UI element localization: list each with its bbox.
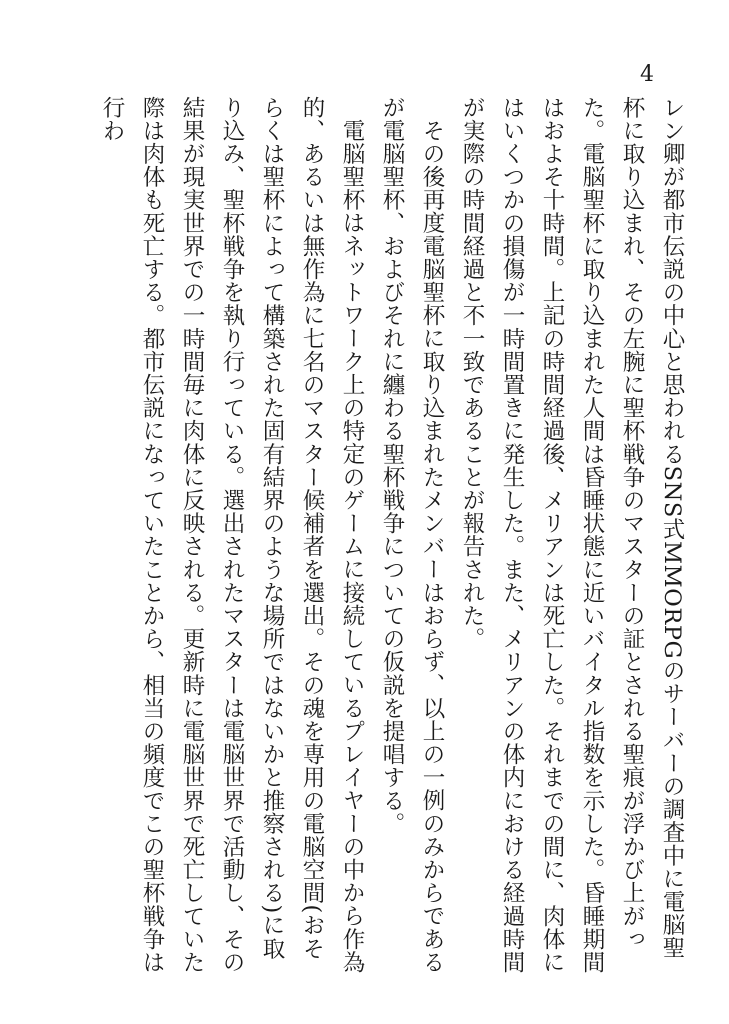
vertical-text-body — [99, 96, 692, 976]
page-number: 4 — [640, 62, 654, 87]
paragraph-1: レン卿が都市伝説の中心と思われるSNS式MMORPGのサーバーの調査中に電脳聖杯に取り込まれ、その左腕に聖杯戦争のマスターの証とされる聖痕が浮かび上がった。電脳聖杯に取り込まれた人間は昏睡状態に近いバイタル指数を示した。昏睡期間はおよそ十時間。上記の時間経過後、メリアンは死亡した。それまでの間に、肉体にはいくつかの損傷が一時間置きに発生した。また、メリアンの体内における経過時間が実際の時間経過と不一致であることが報告された。 — [459, 96, 685, 974]
paragraph-3: 電脳聖杯はネットワーク上の特定のゲームに接続しているプレイヤーの中から作為的、あるいは無作為に七名のマスター候補者を選出。その魂を専用の電脳空間(おそらくは聖杯によって構築された固有結界のような場所ではないかと推察される)に取り込み、聖杯戦争を執り行っている。選出されたマスターは電脳世界で活動し、その結果が現実世界での一時間毎に肉体に反映される。更新時に電脳世界で死亡していた際は肉体も死亡する。都市伝説になっていたことから、相当の頻度でこの聖杯戦争は行わ — [99, 96, 365, 974]
paragraph-2: その後再度電脳聖杯に取り込まれたメンバーはおらず、以上の一例のみからであるが電脳聖杯、およびそれに纏わる聖杯戦争についての仮説を提唱する。 — [379, 96, 445, 974]
